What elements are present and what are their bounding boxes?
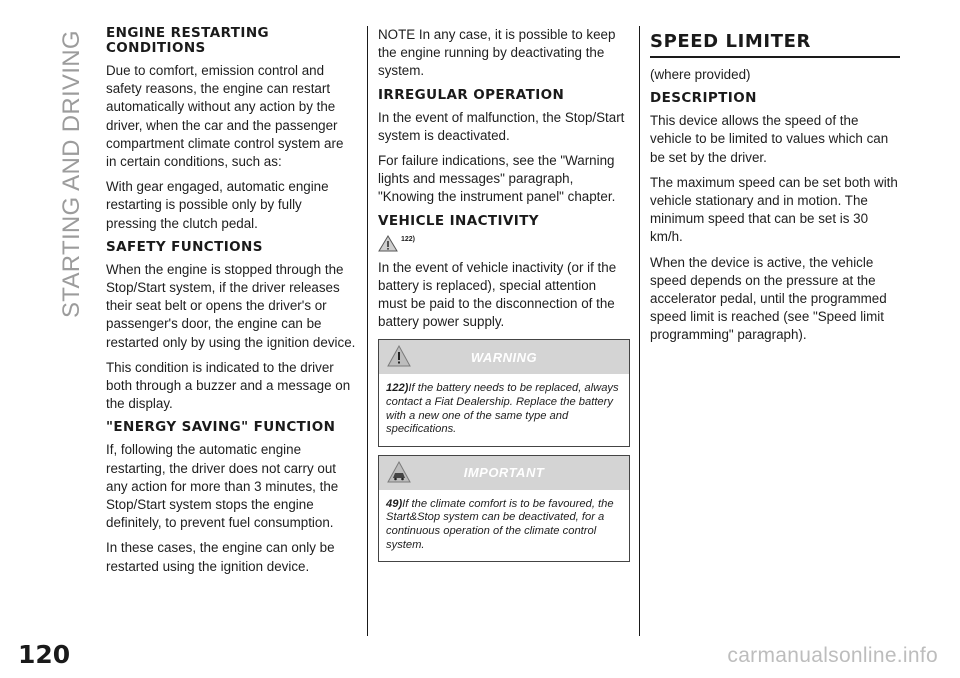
column-left <box>106 26 356 583</box>
paragraph: For failure indications, see the "Warning lights and messages" paragraph, "Knowing the instrument panel" chapter. <box>378 153 616 205</box>
paragraph: When the device is active, the vehicle speed depends on the pressure at the accelerator pedal, until the programmed speed limit is reached (see "Speed limit programming" paragraph). <box>650 254 887 343</box>
paragraph: In the event of malfunction, the Stop/Start system is deactivated. <box>378 109 625 143</box>
paragraph: The maximum speed can be set both with vehicle stationary and in motion. The minimum speed that can be set is 30 km/h. <box>650 174 898 245</box>
warning-body <box>379 374 629 445</box>
column-right <box>650 26 900 352</box>
column-divider <box>367 26 368 636</box>
important-car-icon <box>386 460 412 484</box>
side-title: STARTING AND DRIVING <box>58 30 85 318</box>
heading-energy-saving: "ENERGY SAVING" FUNCTION <box>106 419 336 436</box>
important-number: 49) <box>386 497 403 510</box>
warning-text: If the battery needs to be replaced, always contact a Fiat Dealership. Replace the battery with a new one of the same type and specifications. <box>386 382 619 436</box>
paragraph: In these cases, the engine can only be restarted using the ignition device. <box>106 540 335 574</box>
important-box-header <box>379 456 629 490</box>
paragraph: NOTE In any case, it is possible to keep the engine running by deactivating the system. <box>378 27 616 79</box>
paragraph: (where provided) <box>650 67 751 82</box>
warning-number: 122) <box>386 382 409 395</box>
paragraph: In the event of vehicle inactivity (or if the battery is replaced), special attention must be paid to the disconnection of the battery power supply. <box>378 259 617 330</box>
important-text: If the climate comfort is to be favoured, the Start&Stop system can be deactivated, for a continuous operation of the climate control system. <box>386 497 614 551</box>
warning-box <box>378 339 630 446</box>
paragraph: Due to comfort, emission control and safety reasons, the engine can restart automatically without any action by the driver, when the car and the passenger compartment climate control system are in certain conditions, such as: <box>106 63 344 170</box>
paragraph: When the engine is stopped through the Stop/Start system, if the driver releases their seat belt or opens the driver's or passenger's door, the engine can be restarted only by using the ignition device. <box>106 261 356 350</box>
warning-reference <box>378 235 628 257</box>
heading-speed-limiter: SPEED LIMITER <box>650 32 900 58</box>
important-box <box>378 455 630 562</box>
warning-triangle-icon <box>378 235 398 252</box>
paragraph: If, following the automatic engine restarting, the driver does not carry out any action for more than 3 minutes, the Stop/Start system stops the engine definitely, to prevent fuel consumption. <box>106 442 339 531</box>
column-divider <box>639 26 640 636</box>
watermark: carmanualsonline.info <box>727 644 938 667</box>
heading-vehicle-inactivity: VEHICLE INACTIVITY <box>378 212 539 229</box>
heading-safety-functions: SAFETY FUNCTIONS <box>106 238 263 255</box>
page-number: 120 <box>18 640 71 669</box>
reference-number: 122) <box>401 235 416 243</box>
important-title: IMPORTANT <box>463 465 545 481</box>
heading-irregular-operation: IRREGULAR OPERATION <box>378 86 565 103</box>
warning-triangle-icon <box>386 344 412 368</box>
paragraph: This condition is indicated to the driver both through a buzzer and a message on the display. <box>106 359 351 412</box>
heading-engine-restarting: ENGINE RESTARTING CONDITIONS <box>106 25 269 56</box>
paragraph: This device allows the speed of the vehicle to be limited to values which can be set by the driver. <box>650 113 889 165</box>
important-body <box>379 490 629 561</box>
warning-title: WARNING <box>470 349 538 365</box>
heading-description: DESCRIPTION <box>650 90 757 107</box>
column-middle <box>378 26 628 562</box>
warning-box-header <box>379 340 629 374</box>
paragraph: With gear engaged, automatic engine restarting is possible only by fully pressing the clutch pedal. <box>106 179 329 231</box>
